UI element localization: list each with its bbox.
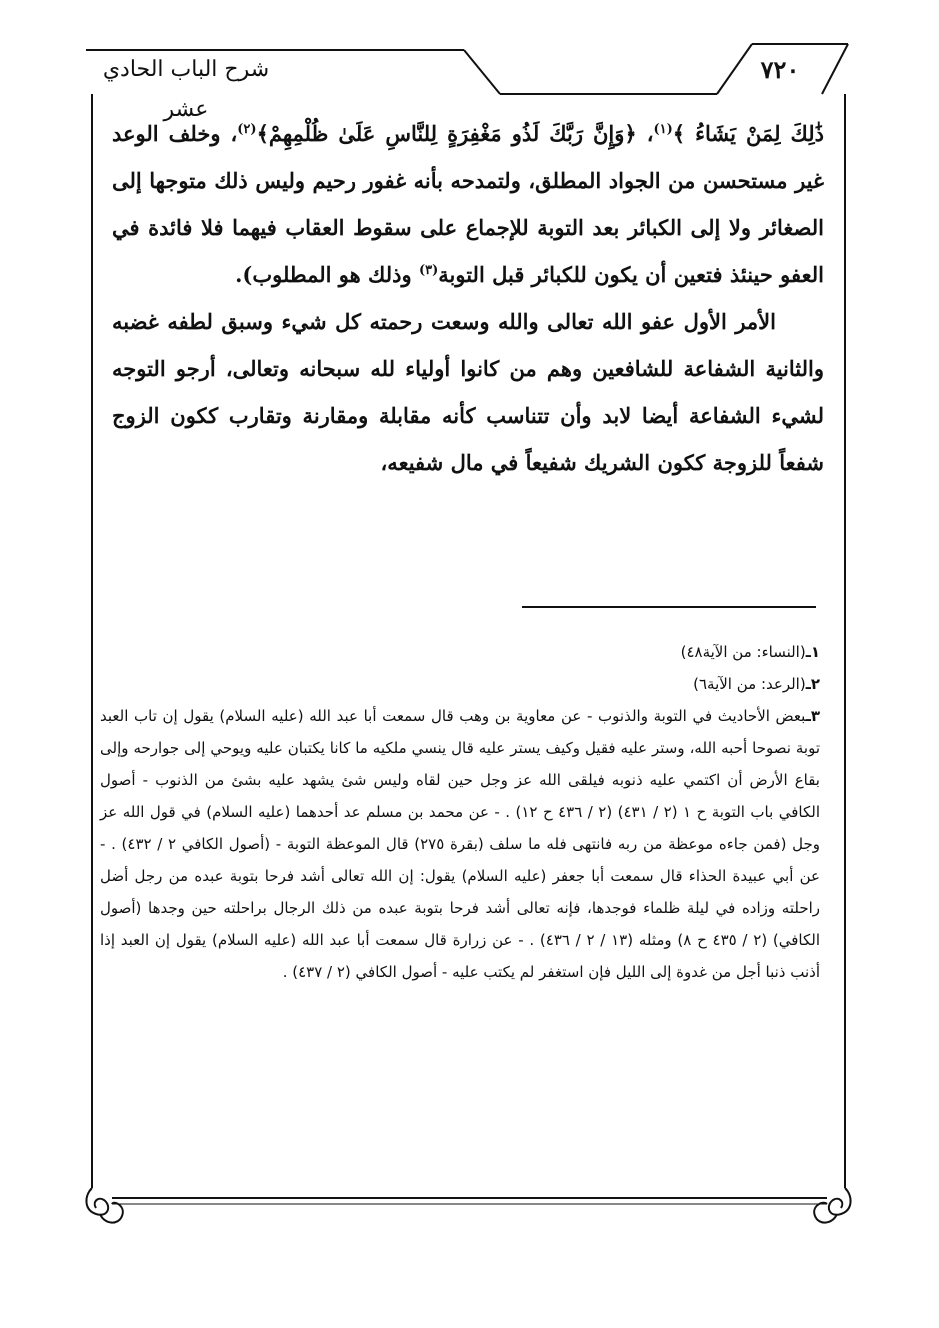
footnote-number: ٣ـ — [805, 707, 820, 725]
quran-quote-2: ، ﴿وَإِنَّ رَبَّكَ لَذُو مَغْفِرَةٍ لِلنَّاسِ عَلَىٰ ظُلْمِهِمْ﴾ — [256, 121, 654, 146]
footnote-number: ٢ـ — [805, 675, 820, 693]
footnote-ref-2[interactable]: (٢) — [237, 122, 257, 137]
running-header-title: شرح الباب الحادي عشر — [102, 57, 270, 122]
footnote-text: (النساء: من الآية٤٨) — [680, 643, 806, 661]
footnote-separator — [522, 606, 816, 608]
footnotes — [100, 636, 820, 988]
paragraph-1 — [112, 110, 824, 298]
paragraph-1-text: ، وخلف الوعد غير مستحسن من الجواد المطلق، ولتمدحه بأنه غفور رحيم وليس ذلك متوجها إلى الصغائر ولا إلى الكبائر بعد التوبة للإجماع على سقوط العقاب فيهما فلا فائدة في العفو حينئذ فتعين أن يكون للكبائر قبل التوبة — [112, 121, 824, 287]
page-number: ٧٢٠ — [760, 55, 800, 84]
footnote-1 — [100, 636, 820, 668]
footnote-number: ١ـ — [805, 643, 820, 661]
paragraph-2: الأمر الأول عفو الله تعالى والله وسعت رحمته كل شيء وسبق لطفه غضبه والثانية الشفاعة للشافعين وهم من كانوا أولياء لله سبحانه وتعالى، أرجو التوجه لشيء الشفاعة أيضا لابد وأن تتناسب كأنه مقابلة ومقارنة وتقارب ككون الزوج شفعاً للزوجة ككون الشريك شفيعاً في مال شفيعه، — [112, 309, 824, 475]
footnote-ref-1[interactable]: (١) — [653, 122, 673, 137]
footnote-2 — [100, 668, 820, 700]
footnote-3 — [100, 700, 820, 988]
footnote-text: (الرعد: من الآية٦) — [693, 675, 806, 693]
footnote-ref-3[interactable]: (٣) — [418, 263, 439, 278]
quran-quote-1: ذَٰلِكَ لِمَنْ يَشَاءُ ﴾ — [672, 121, 824, 146]
main-text — [112, 110, 824, 486]
left-corner-ornament — [86, 1188, 122, 1223]
footnote-text: بعض الأحاديث في التوبة والذنوب - عن معاوية بن وهب قال سمعت أبا عبد الله (عليه السلام) يقول إن تاب العبد توبة نصوحا أحبه الله، وستر عليه فقيل وكيف يستر عليه قال ينسي ملكيه ما كانا يكتبان عليه ويوحي إلى جوارحه وإلى بقاع الأرض أن اكتمي عليه ذنوبه فيلقى الله عز وجل حين لقاه وليس شئ يشهد عليه بشئ من الذنوب - أصول الكافي باب التوبة ح ١ (٢ / ٤٣١) (٢ / ٤٣٦ ح ١٢) . - عن محمد بن مسلم عد أحدهما (عليه السلام) في قول الله عز وجل (فمن جاءه موعظة من ربه فانتهى فله ما سلف (بقرة ٢٧٥) قال الموعظة التوبة - (أصول الكافي ٢ / ٤٣٢) . - عن أبي عبيدة الحذاء قال سمعت أبا جعفر (عليه السلام) يقول: إن الله تعالى أشد فرحا بتوبة عبده من رجل أضل راحلته وزاده في ليلة ظلماء فوجدها، فإنه تعالى أشد فرحا بتوبة عبده من ذلك الرجال براحلته حين وجدها (أصول الكافي) (٢ / ٤٣٥ ح ٨) ومثله (١٣ / ٢ / ٤٣٦) . - عن زرارة قال سمعت أبا عبد الله (عليه السلام) يقول إن العبد إذا أذنب ذنبا أجل من غدوة إلى الليل فإن استغفر لم يكتب عليه - أصول الكافي (٢ / ٤٣٧) . — [100, 707, 821, 981]
right-corner-ornament — [814, 1188, 850, 1223]
paragraph-1-end: وذلك هو المطلوب). — [235, 262, 419, 287]
